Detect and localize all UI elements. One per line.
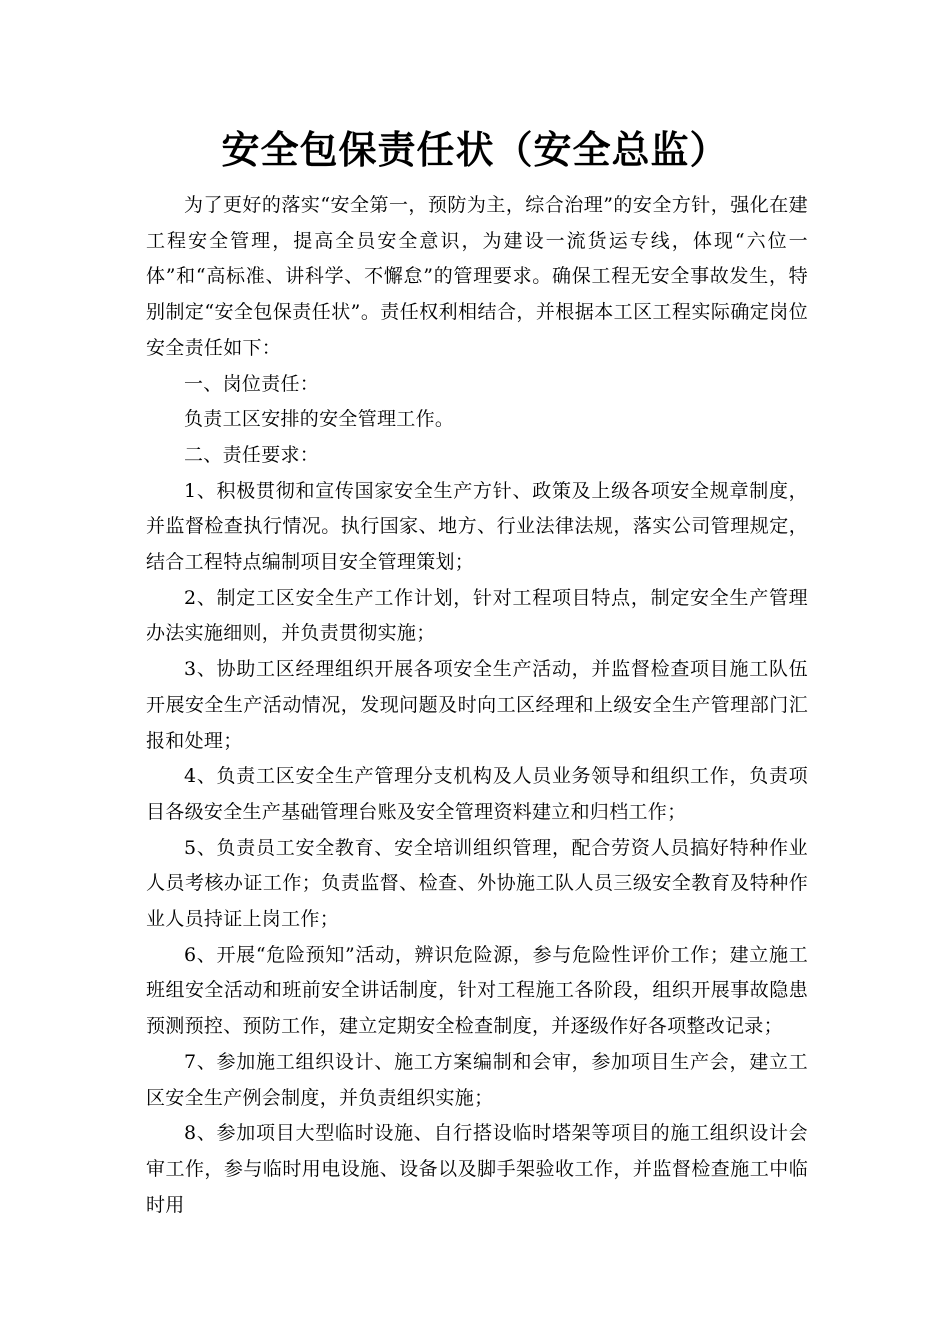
document-title: 安全包保责任状（安全总监） xyxy=(221,127,729,172)
requirement-item-7: 7、参加施工组织设计、施工方案编制和会审，参加项目生产会，建立工区安全生产例会制度，并负责组织实施； xyxy=(146,1050,808,1109)
requirement-item-1: 1、积极贯彻和宣传国家安全生产方针、政策及上级各项安全规章制度，并监督检查执行情况。执行国家、地方、行业法律法规，落实公司管理规定，结合工程特点编制项目安全管理策划； xyxy=(146,479,808,574)
requirement-item-5: 5、负责员工安全教育、安全培训组织管理，配合劳资人员搞好特种作业人员考核办证工作；负责监督、检查、外协施工队人员三级安全教育及特种作业人员持证上岗工作； xyxy=(146,836,808,931)
paragraph-intro: 为了更好的落实“安全第一，预防为主，综合治理”的安全方针，强化在建工程安全管理，提高全员安全意识，为建设一流货运专线，体现“六位一体”和“高标准、讲科学、不懈怠”的管理要求。确保工程无安全事故发生，特别制定“安全包保责任状”。责任权利相结合，并根据本工区工程实际确定岗位安全责任如下： xyxy=(146,194,808,359)
requirement-item-6: 6、开展“危险预知”活动，辨识危险源，参与危险性评价工作；建立施工班组安全活动和班前安全讲话制度，针对工程施工各阶段，组织开展事故隐患预测预控、预防工作，建立定期安全检查制度，并逐级作好各项整改记录； xyxy=(146,943,808,1038)
requirement-item-2: 2、制定工区安全生产工作计划，针对工程项目特点，制定安全生产管理办法实施细则，并负责贯彻实施； xyxy=(146,586,808,645)
section-heading-post-duty: 一、岗位责任： xyxy=(184,372,320,395)
paragraph-post-duty: 负责工区安排的安全管理工作。 xyxy=(184,408,455,431)
requirement-item-3: 3、协助工区经理组织开展各项安全生产活动，并监督检查项目施工队伍开展安全生产活动情况，发现问题及时向工区经理和上级安全生产管理部门汇报和处理； xyxy=(146,658,808,752)
section-heading-requirements: 二、责任要求： xyxy=(184,443,320,466)
document-body xyxy=(146,188,808,1223)
requirement-item-8: 8、参加项目大型临时设施、自行搭设临时塔架等项目的施工组织设计会审工作，参与临时用电设施、设备以及脚手架验收工作，并监督检查施工中临时用 xyxy=(146,1122,808,1216)
requirement-item-4: 4、负责工区安全生产管理分支机构及人员业务领导和组织工作，负责项目各级安全生产基础管理台账及安全管理资料建立和归档工作； xyxy=(146,765,808,823)
